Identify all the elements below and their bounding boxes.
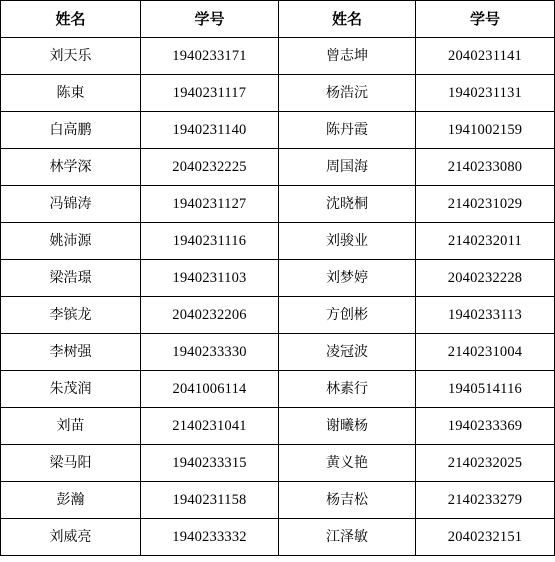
table-header bbox=[1, 1, 555, 38]
student-name: 陈東 bbox=[1, 75, 141, 112]
student-id: 2140232011 bbox=[416, 223, 555, 260]
student-name: 刘威亮 bbox=[1, 519, 141, 556]
student-id: 2140232025 bbox=[416, 445, 555, 482]
student-name: 刘天乐 bbox=[1, 38, 141, 75]
student-name: 陈丹霞 bbox=[279, 112, 416, 149]
student-name: 杨浩沅 bbox=[279, 75, 416, 112]
student-id: 2041006114 bbox=[141, 371, 279, 408]
table-row bbox=[1, 408, 555, 445]
table-row bbox=[1, 38, 555, 75]
table-row bbox=[1, 223, 555, 260]
table-row bbox=[1, 482, 555, 519]
table-row bbox=[1, 186, 555, 223]
student-name: 刘骏业 bbox=[279, 223, 416, 260]
table-row bbox=[1, 371, 555, 408]
student-name: 彭瀚 bbox=[1, 482, 141, 519]
table-row bbox=[1, 519, 555, 556]
header-id-left: 学号 bbox=[141, 1, 279, 38]
table-row bbox=[1, 260, 555, 297]
header-name-right: 姓名 bbox=[279, 1, 416, 38]
student-name: 凌冠波 bbox=[279, 334, 416, 371]
student-id: 2140233279 bbox=[416, 482, 555, 519]
student-id: 1940233369 bbox=[416, 408, 555, 445]
header-name-left: 姓名 bbox=[1, 1, 141, 38]
table-row bbox=[1, 75, 555, 112]
student-name: 曾志坤 bbox=[279, 38, 416, 75]
student-id: 1940231131 bbox=[416, 75, 555, 112]
student-id: 1940233113 bbox=[416, 297, 555, 334]
student-name: 杨吉松 bbox=[279, 482, 416, 519]
student-id: 1940514116 bbox=[416, 371, 555, 408]
student-id: 2040232225 bbox=[141, 149, 279, 186]
student-id: 1940231117 bbox=[141, 75, 279, 112]
student-id: 1940231158 bbox=[141, 482, 279, 519]
student-name: 周国海 bbox=[279, 149, 416, 186]
student-name: 梁马阳 bbox=[1, 445, 141, 482]
student-id: 2140231004 bbox=[416, 334, 555, 371]
table-body bbox=[1, 38, 555, 556]
student-name: 刘梦婷 bbox=[279, 260, 416, 297]
student-name: 谢曦杨 bbox=[279, 408, 416, 445]
student-name: 林素行 bbox=[279, 371, 416, 408]
student-name: 朱茂润 bbox=[1, 371, 141, 408]
student-id: 1940231116 bbox=[141, 223, 279, 260]
student-id: 1941002159 bbox=[416, 112, 555, 149]
student-id: 2040232206 bbox=[141, 297, 279, 334]
student-id: 1940231140 bbox=[141, 112, 279, 149]
student-name: 刘苗 bbox=[1, 408, 141, 445]
student-name: 林学深 bbox=[1, 149, 141, 186]
student-name: 李树强 bbox=[1, 334, 141, 371]
student-id: 2040232228 bbox=[416, 260, 555, 297]
table-row bbox=[1, 112, 555, 149]
student-name: 方创彬 bbox=[279, 297, 416, 334]
student-name: 沈晓桐 bbox=[279, 186, 416, 223]
table-row bbox=[1, 334, 555, 371]
student-name: 梁浩璟 bbox=[1, 260, 141, 297]
student-id: 1940233330 bbox=[141, 334, 279, 371]
student-id: 2140231041 bbox=[141, 408, 279, 445]
student-id: 2040231141 bbox=[416, 38, 555, 75]
student-name: 冯锦涛 bbox=[1, 186, 141, 223]
header-row bbox=[1, 1, 555, 38]
student-id: 1940231103 bbox=[141, 260, 279, 297]
student-name: 李镔龙 bbox=[1, 297, 141, 334]
table-row bbox=[1, 149, 555, 186]
student-name: 黄义艳 bbox=[279, 445, 416, 482]
student-name: 白高鹏 bbox=[1, 112, 141, 149]
student-name: 姚沛源 bbox=[1, 223, 141, 260]
student-id: 1940231127 bbox=[141, 186, 279, 223]
student-id: 1940233315 bbox=[141, 445, 279, 482]
student-id: 2040232151 bbox=[416, 519, 555, 556]
header-id-right: 学号 bbox=[416, 1, 555, 38]
table-row bbox=[1, 445, 555, 482]
student-name: 江泽敏 bbox=[279, 519, 416, 556]
table-row bbox=[1, 297, 555, 334]
student-id: 1940233171 bbox=[141, 38, 279, 75]
student-id: 1940233332 bbox=[141, 519, 279, 556]
student-id: 2140233080 bbox=[416, 149, 555, 186]
student-id: 2140231029 bbox=[416, 186, 555, 223]
